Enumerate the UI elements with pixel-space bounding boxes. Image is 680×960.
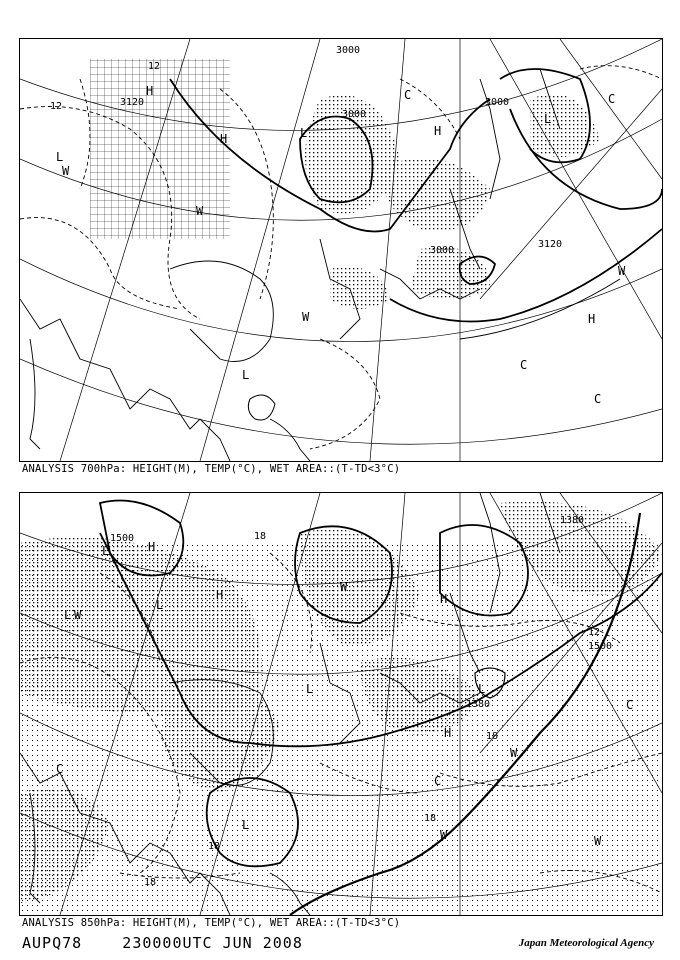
contour-label: 12 [148, 61, 161, 72]
high-center-symbol: H [220, 132, 228, 146]
low-center-symbol: L [156, 598, 164, 612]
caption-700hpa: ANALYSIS 700hPa: HEIGHT(M), TEMP(°C), WET AREA::(T-TD<3°C) [22, 463, 401, 475]
warm-center-symbol: W [196, 204, 204, 218]
low-center-symbol: L [64, 608, 72, 622]
cold-center-symbol: C [404, 88, 412, 102]
cold-center-symbol: C [594, 392, 602, 406]
agency-name: Japan Meteorological Agency [518, 937, 654, 949]
warm-center-symbol: W [62, 164, 70, 178]
map-850hpa-drawing [20, 493, 662, 915]
contour-label: 18 [208, 841, 221, 852]
wet-areas [20, 502, 662, 915]
warm-center-symbol: W [440, 828, 448, 842]
map-700hpa-drawing [20, 39, 662, 461]
contour-label: 12 [50, 101, 63, 112]
wet-areas [90, 59, 600, 309]
low-center-symbol: L [478, 682, 486, 696]
cold-center-symbol: C [520, 358, 528, 372]
warm-center-symbol: W [340, 580, 348, 594]
contour-label: 1500 [110, 533, 135, 544]
low-center-symbol: L [102, 544, 110, 558]
low-center-symbol: L [242, 368, 250, 382]
high-center-symbol: H [440, 592, 448, 606]
contour-label: 18 [424, 813, 437, 824]
low-center-symbol: L [306, 682, 314, 696]
warm-center-symbol: W [74, 608, 82, 622]
cold-center-symbol: C [434, 774, 442, 788]
high-center-symbol: H [588, 312, 596, 326]
high-center-symbol: H [444, 726, 452, 740]
caption-850hpa: ANALYSIS 850hPa: HEIGHT(M), TEMP(°C), WET AREA::(T-TD<3°C) [22, 917, 401, 929]
low-center-symbol: L [544, 112, 552, 126]
warm-center-symbol: W [302, 310, 310, 324]
contour-label: 18 [144, 877, 157, 888]
contour-label: 1500 [588, 641, 613, 652]
map-850hpa [19, 492, 663, 916]
product-code: AUPQ78 230000UTC JUN 2008 [22, 934, 303, 952]
warm-center-symbol: W [510, 746, 518, 760]
contour-label: 3000 [430, 245, 455, 256]
contour-label: 3120 [538, 239, 563, 250]
contour-label: 1380 [560, 515, 585, 526]
contour-label: 18 [254, 531, 267, 542]
map-700hpa [19, 38, 663, 462]
high-center-symbol: H [146, 84, 154, 98]
high-center-symbol: H [148, 540, 156, 554]
low-center-symbol: L [242, 818, 250, 832]
high-center-symbol: H [434, 124, 442, 138]
contour-label: 3000 [336, 45, 361, 56]
contour-label: 12 [588, 627, 601, 638]
cold-center-symbol: C [608, 92, 616, 106]
cold-center-symbol: C [56, 762, 64, 776]
high-center-symbol: H [216, 588, 224, 602]
warm-center-symbol: W [618, 264, 626, 278]
contour-label: 1380 [466, 699, 491, 710]
contour-label: 18 [486, 731, 499, 742]
low-center-symbol: L [300, 126, 308, 140]
warm-center-symbol: W [594, 834, 602, 848]
contour-label: 3000 [342, 109, 367, 120]
contour-label: 3120 [120, 97, 145, 108]
low-center-symbol: L [56, 150, 64, 164]
cold-center-symbol: C [626, 698, 634, 712]
contour-label: 3000 [485, 97, 510, 108]
